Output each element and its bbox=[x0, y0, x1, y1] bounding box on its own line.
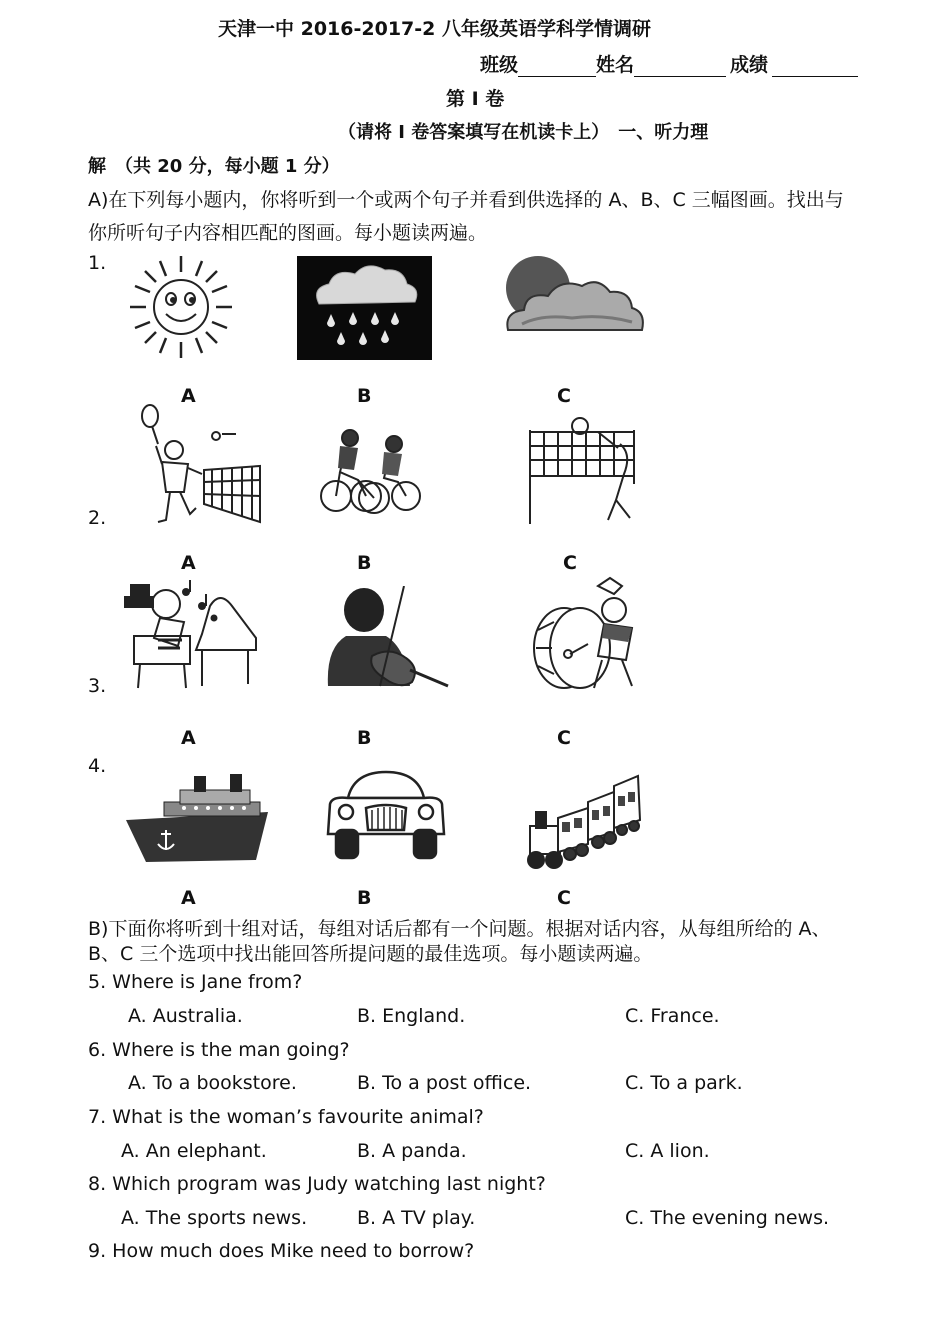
score-label: 成绩 bbox=[730, 54, 769, 76]
class-label: 班级 bbox=[480, 54, 519, 76]
option-label-A: A bbox=[181, 727, 196, 749]
sun-icon bbox=[130, 252, 232, 362]
piano-icon bbox=[120, 576, 260, 692]
student-info-line bbox=[480, 50, 858, 77]
class-blank[interactable] bbox=[518, 58, 596, 77]
q8-option-a[interactable]: A. The sports news. bbox=[121, 1207, 308, 1229]
cycling-icon bbox=[318, 424, 422, 518]
partB-line2: B、C 三个选项中找出能回答所提问题的最佳选项。每小题读两遍。 bbox=[88, 943, 653, 965]
q5-option-a[interactable]: A. Australia. bbox=[128, 1005, 243, 1027]
instruction-line: （请将 I 卷答案填写在机读卡上） 一、听力理 bbox=[338, 122, 709, 143]
q7-option-a[interactable]: A. An elephant. bbox=[121, 1140, 267, 1162]
q5-option-c[interactable]: C. France. bbox=[625, 1005, 720, 1027]
question-7: 7. What is the woman’s favourite animal? bbox=[88, 1106, 484, 1128]
q6-option-a[interactable]: A. To a bookstore. bbox=[128, 1072, 297, 1094]
option-label-A: A bbox=[181, 552, 196, 574]
option-label-B: B bbox=[357, 385, 372, 407]
option-label-C: C bbox=[557, 887, 571, 909]
drum-icon bbox=[528, 574, 646, 692]
car-icon bbox=[326, 768, 446, 860]
badminton-icon bbox=[132, 404, 262, 524]
volleyball-icon bbox=[520, 414, 640, 526]
option-label-B: B bbox=[357, 552, 372, 574]
score-blank[interactable] bbox=[772, 58, 858, 77]
partB-line1: B)下面你将听到十组对话，每组对话后都有一个问题。根据对话内容，从每组所给的 A、 bbox=[88, 918, 831, 940]
q7-option-c[interactable]: C. A lion. bbox=[625, 1140, 710, 1162]
partA-line1: A)在下列每小题内，你将听到一个或两个句子并看到供选择的 A、B、C 三幅图画。找出与 bbox=[88, 189, 844, 211]
ship-icon bbox=[124, 772, 270, 866]
q6-option-b[interactable]: B. To a post office. bbox=[357, 1072, 532, 1094]
option-label-B: B bbox=[357, 727, 372, 749]
violin-icon bbox=[320, 586, 450, 692]
name-label: 姓名 bbox=[596, 54, 635, 76]
train-icon bbox=[522, 768, 646, 876]
question-number: 3. bbox=[88, 675, 107, 697]
exam-title: 天津一中 2016-2017-2 八年级英语学科学情调研 bbox=[218, 18, 651, 40]
question-9: 9. How much does Mike need to borrow? bbox=[88, 1240, 475, 1262]
partA-line2: 你所听句子内容相匹配的图画。每小题读两遍。 bbox=[88, 222, 488, 244]
question-8: 8. Which program was Judy watching last night? bbox=[88, 1173, 546, 1195]
option-label-A: A bbox=[181, 385, 196, 407]
volume-title: 第 I 卷 bbox=[446, 88, 505, 110]
option-label-C: C bbox=[557, 385, 571, 407]
question-5: 5. Where is Jane from? bbox=[88, 971, 303, 993]
cloudy-icon bbox=[502, 254, 646, 336]
option-label-C: C bbox=[557, 727, 571, 749]
question-number: 1. bbox=[88, 252, 107, 274]
rain-cloud-icon bbox=[297, 256, 432, 360]
q8-option-c[interactable]: C. The evening news. bbox=[625, 1207, 830, 1229]
question-6: 6. Where is the man going? bbox=[88, 1039, 350, 1061]
option-label-A: A bbox=[181, 887, 196, 909]
section-title: 解 （共 20 分，每小题 1 分） bbox=[88, 156, 340, 177]
question-number: 2. bbox=[88, 507, 107, 529]
name-blank[interactable] bbox=[634, 58, 726, 77]
q5-option-b[interactable]: B. England. bbox=[357, 1005, 466, 1027]
question-number: 4. bbox=[88, 755, 107, 777]
q7-option-b[interactable]: B. A panda. bbox=[357, 1140, 467, 1162]
option-label-B: B bbox=[357, 887, 372, 909]
q8-option-b[interactable]: B. A TV play. bbox=[357, 1207, 476, 1229]
option-label-C: C bbox=[563, 552, 577, 574]
q6-option-c[interactable]: C. To a park. bbox=[625, 1072, 743, 1094]
